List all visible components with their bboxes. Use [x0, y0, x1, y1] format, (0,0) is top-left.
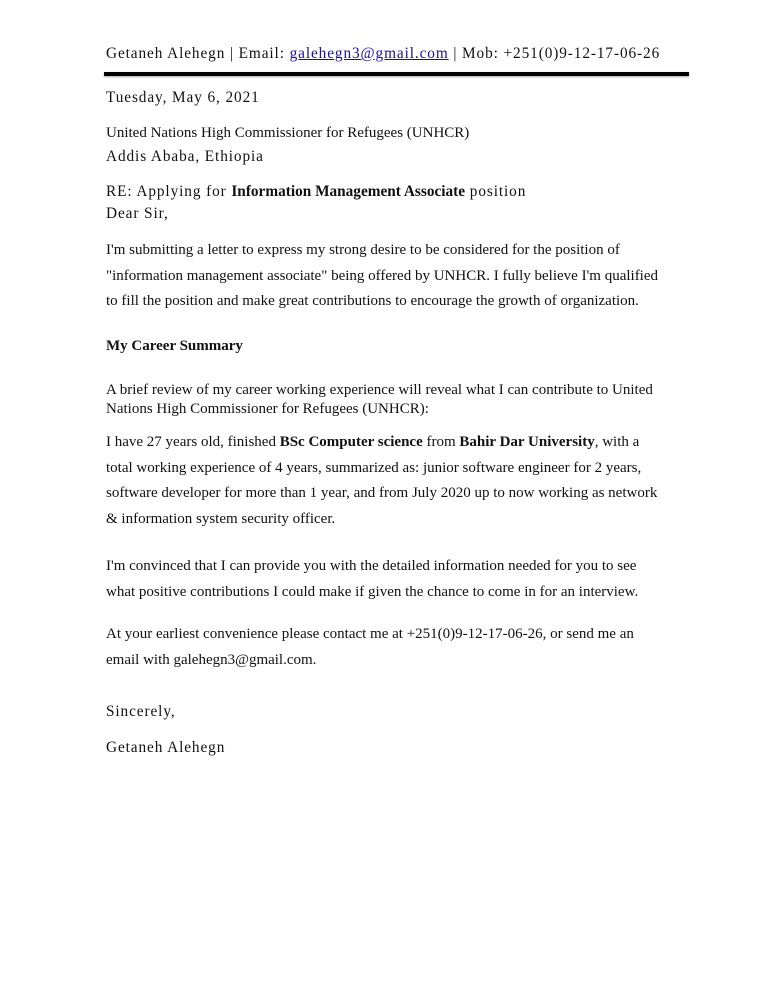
letterhead	[106, 45, 660, 63]
intro-line: I'm submitting a letter to express my strong desire to be considered for the position of	[106, 242, 620, 258]
experience-text: from	[422, 434, 460, 450]
intro-paragraph	[106, 238, 658, 315]
review-line: Nations High Commissioner for Refugees (UNHCR):	[106, 401, 429, 417]
contact-line: At your earliest convenience please contact me at +251(0)9-12-17-06-26, or send me an	[106, 626, 634, 642]
header-divider	[104, 72, 689, 76]
experience-paragraph	[106, 430, 657, 532]
contact-line: email with galehegn3@gmail.com.	[106, 651, 317, 668]
review-line: A brief review of my career working experience will reveal what I can contribute to United	[106, 382, 653, 398]
convinced-paragraph	[106, 554, 638, 605]
experience-text: , with a	[594, 434, 640, 450]
intro-line: to fill the position and make great contributions to encourage the growth of organization.	[106, 293, 639, 309]
recipient-address: Addis Ababa, Ethiopia	[106, 148, 264, 165]
email-label: | Email:	[225, 45, 290, 62]
recipient-organization: United Nations High Commissioner for Refugees (UNHCR)	[106, 125, 470, 141]
contact-paragraph	[106, 622, 634, 673]
sender-name: Getaneh Alehegn	[106, 45, 226, 62]
mobile-label: | Mob:	[448, 45, 504, 62]
signature-name: Getaneh Alehegn	[106, 739, 226, 756]
subject-prefix: RE: Applying for	[106, 183, 232, 200]
degree: BSc Computer science	[279, 434, 423, 450]
subject-position: Information Management Associate	[231, 183, 466, 200]
closing: Sincerely,	[106, 703, 176, 720]
salutation: Dear Sir,	[106, 205, 169, 222]
experience-line: & information system security officer.	[106, 510, 336, 527]
phone-number: +251(0)9-12-17-06-26	[503, 45, 661, 62]
experience-line: total working experience of 4 years, summarized as: junior software engineer for 2 years,	[106, 459, 642, 476]
convinced-line: I'm convinced that I can provide you with the detailed information needed for you to see	[106, 558, 637, 574]
university: Bahir Dar University	[459, 434, 595, 450]
experience-line: software developer for more than 1 year, and from July 2020 up to now working as network	[106, 485, 658, 501]
subject-suffix: position	[465, 183, 527, 200]
intro-line: "information management associate" being offered by UNHCR. I fully believe I'm qualified	[106, 267, 659, 284]
convinced-line: what positive contributions I could make if given the chance to come in for an interview.	[106, 583, 639, 600]
career-summary-heading: My Career Summary	[106, 338, 243, 354]
experience-text: I have 27 years old, finished	[106, 434, 280, 450]
experience-line	[106, 430, 657, 456]
letter-date: Tuesday, May 6, 2021	[106, 89, 260, 106]
email-link[interactable]: galehegn3@gmail.com	[289, 45, 449, 62]
review-paragraph	[106, 381, 653, 419]
subject-line	[106, 183, 526, 201]
